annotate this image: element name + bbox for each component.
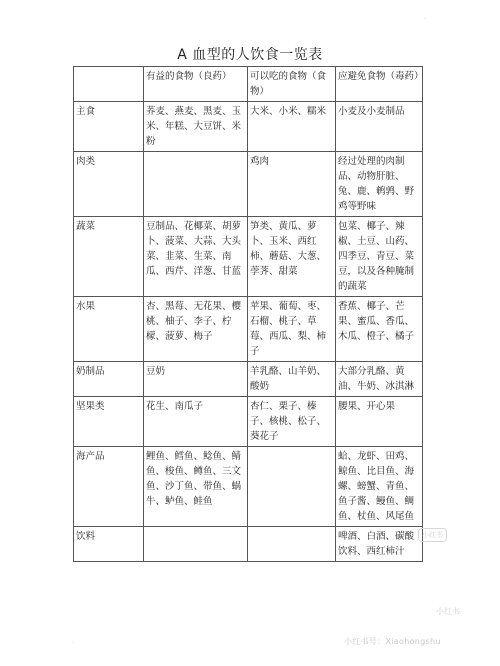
header-cell-ok: 可以吃的食物（食物） xyxy=(248,67,336,102)
good-cell xyxy=(144,152,248,217)
good-cell xyxy=(144,527,248,562)
table-row xyxy=(74,447,423,527)
ok-cell: 羊乳酪、山羊奶、酸奶 xyxy=(248,362,336,397)
good-cell: 豆制品、花椰菜、胡萝卜、菠菜、大蒜、大头菜、韭菜、生菜、南瓜、西芹、洋葱、甘蓝 xyxy=(144,217,248,297)
good-cell: 花生、南瓜子 xyxy=(144,397,248,447)
avoid-cell: 啤酒、白酒、碳酸饮料、西红柿汁 xyxy=(336,527,423,562)
header-cell-category xyxy=(74,67,144,102)
ok-cell: 杏仁、栗子、榛子、核桃、松子、葵花子 xyxy=(248,397,336,447)
header-cell-good: 有益的食物（良药） xyxy=(144,67,248,102)
ok-cell xyxy=(248,447,336,527)
page-title: A 血型的人饮食一览表 xyxy=(177,47,323,63)
ok-cell: 笋类、黄瓜、萝卜、玉米、西红柿、蘑菇、大葱、荸荠、甜菜 xyxy=(248,217,336,297)
category-cell: 肉类 xyxy=(74,152,144,217)
table-row xyxy=(74,217,423,297)
good-cell: 豆奶 xyxy=(144,362,248,397)
good-cell: 鲤鱼、鳕鱼、鲶鱼、鲭鱼、梭鱼、鳟鱼、三文鱼、沙丁鱼、带鱼、蜗牛、鲈鱼、鲑鱼 xyxy=(144,447,248,527)
good-cell: 荞麦、燕麦、黑麦、玉米、年糕、大豆饼、米粉 xyxy=(144,102,248,152)
table-row xyxy=(74,397,423,447)
table-row xyxy=(74,297,423,362)
food-table xyxy=(73,66,423,562)
table-row xyxy=(74,152,423,217)
table-row xyxy=(74,527,423,562)
table-header-row xyxy=(74,67,423,102)
category-cell: 蔬菜 xyxy=(74,217,144,297)
category-cell: 奶制品 xyxy=(74,362,144,397)
corner-mark: · xyxy=(72,640,74,647)
avoid-cell: 小麦及小麦制品 xyxy=(336,102,423,152)
watermark-footer: 小红书号：Xiaohongshu xyxy=(344,637,441,646)
category-cell: 海产品 xyxy=(74,447,144,527)
avoid-cell: 大部分乳酪、黄油、牛奶、冰淇淋 xyxy=(336,362,423,397)
avoid-cell: 蛤、龙虾、田鸡、鲸鱼、比目鱼、海螺、螃蟹、青鱼、鱼子酱、鳗鱼、鲷鱼、杖鱼、风尾鱼 xyxy=(336,447,423,527)
header-cell-avoid: 应避免食物（毒药） xyxy=(336,67,423,102)
avoid-cell: 经过处理的肉制品、动物肝脏、兔、鹿、鹌鹑、野鸡等野味 xyxy=(336,152,423,217)
table-row xyxy=(74,362,423,397)
category-cell: 饮料 xyxy=(74,527,144,562)
ok-cell xyxy=(248,527,336,562)
table-row xyxy=(74,102,423,152)
ok-cell: 大米、小米、糯米 xyxy=(248,102,336,152)
ok-cell: 苹果、葡萄、枣、石榴、桃子、草莓、西瓜、梨、柿子 xyxy=(248,297,336,362)
corner-mark: · xyxy=(424,16,426,23)
category-cell: 水果 xyxy=(74,297,144,362)
category-cell: 坚果类 xyxy=(74,397,144,447)
good-cell: 杏、黑莓、无花果、樱桃、柚子、李子、柠檬、菠萝、梅子 xyxy=(144,297,248,362)
watermark-logo: 小红书 xyxy=(436,607,460,616)
avoid-cell: 香蕉、椰子、芒果、蜜瓜、香瓜、木瓜、橙子、橘子 xyxy=(336,297,423,362)
category-cell: 主食 xyxy=(74,102,144,152)
avoid-cell: 包菜、椰子、辣椒、土豆、山药、四季豆、青豆、菜豆，以及各种腌制的蔬菜 xyxy=(336,217,423,297)
ok-cell: 鸡肉 xyxy=(248,152,336,217)
avoid-cell: 腰果、开心果 xyxy=(336,397,423,447)
watermark-stamp: 小红书 xyxy=(418,528,447,542)
